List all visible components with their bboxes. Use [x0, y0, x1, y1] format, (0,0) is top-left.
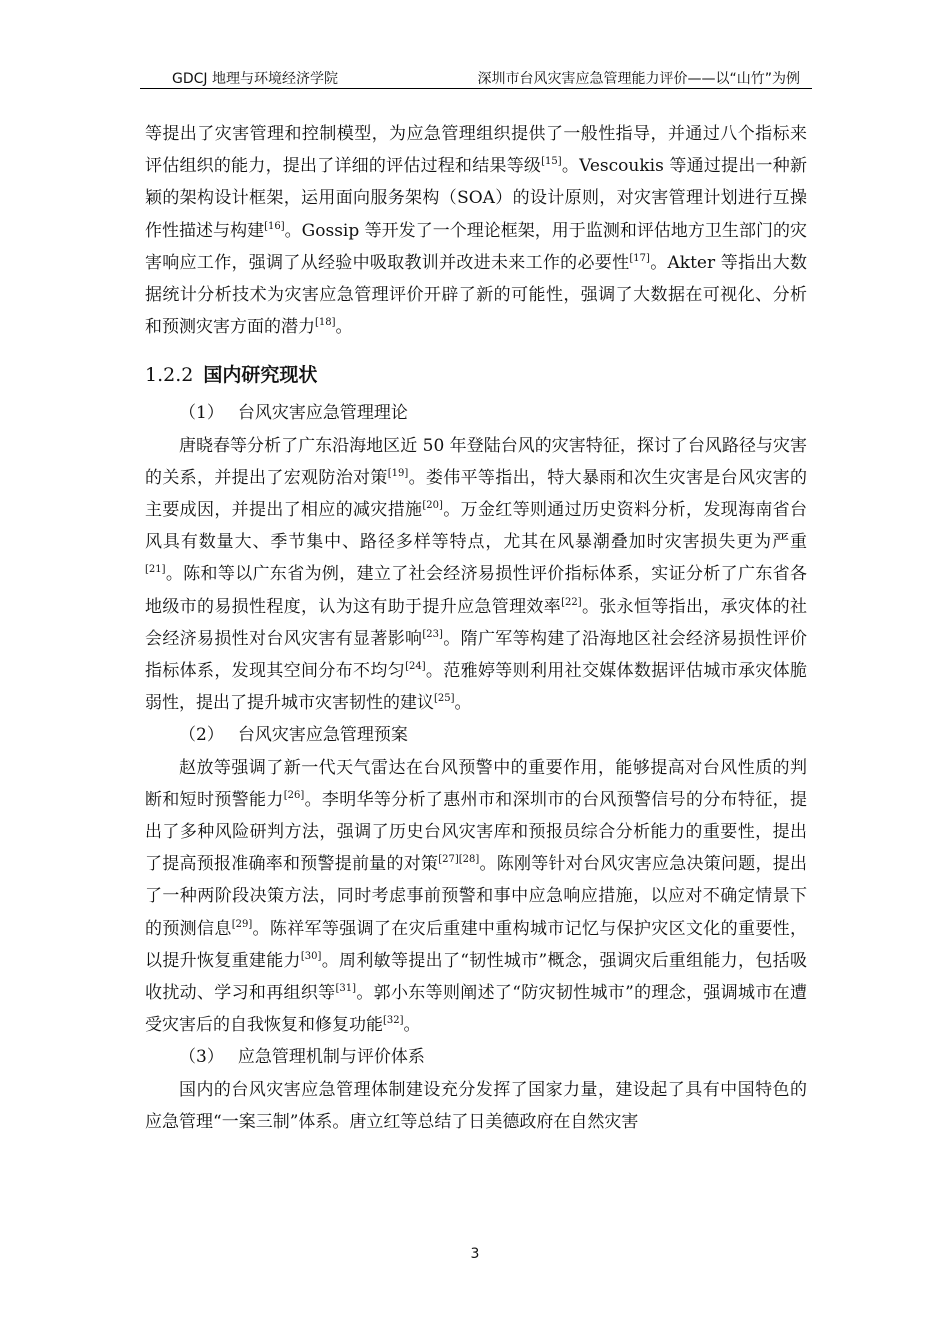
citation: [15]: [541, 156, 562, 168]
page-number: 3: [470, 1246, 480, 1262]
header-school: GDCJ 地理与环境经济学院: [172, 71, 338, 87]
text-run: 。: [335, 317, 353, 338]
citation: [18]: [315, 317, 336, 329]
citation: [21]: [145, 564, 166, 576]
header-paper-title: 深圳市台风灾害应急管理能力评价——以“山竹”为例: [477, 71, 800, 87]
citation: [26]: [283, 789, 305, 801]
text-run: 。万金红等则通过历史资料分析，发现海南省台风具有数量大、季节集中、路径多样等特点，尤其在风暴潮叠加时灾害损失更为严重: [145, 500, 808, 553]
subheading-number: （2）: [179, 725, 224, 746]
subheading-title: 应急管理机制与评价体系: [237, 1047, 425, 1068]
subheading-3: [145, 1041, 807, 1073]
citation: [20]: [422, 500, 443, 512]
section-heading: [145, 359, 807, 391]
running-header: [140, 68, 812, 88]
paragraph-theory: [145, 430, 807, 720]
citation: [30]: [300, 950, 322, 962]
citation: [32]: [383, 1015, 404, 1027]
text-run: 。陈祥军等强调了在灾后重建中重构城市记忆与保护灾区文化的重要性，以提升恢复重建能力: [145, 918, 808, 971]
text-run: 赵放等强调了新一代天气雷达在台风预警中的重要作用，能够提高对台风性质的判断和短时预警能力: [145, 757, 807, 810]
text-run: 唐晓春等分析了广东沿海地区近 50 年登陆台风的灾害特征，探讨了台风路径与灾害的关系，并提出了宏观防治对策: [145, 435, 807, 488]
subheading-1: [145, 397, 807, 429]
text-run: 。范雅婷等则利用社交媒体数据评估城市承灾体脆弱性，提出了提升城市灾害韧性的建议: [145, 661, 808, 714]
text-run: 。陈刚等针对台风灾害应急决策问题，提出了一种两阶段决策方法，同时考虑事前预警和事中应急响应措施，以应对不确定情景下的预测信息: [145, 854, 808, 939]
text-run: 国内的台风灾害应急管理体制建设充分发挥了国家力量，建设起了具有中国特色的应急管理“一案三制”体系。唐立红等总结了日美德政府在自然灾害: [145, 1079, 807, 1132]
citation: [17]: [629, 252, 650, 264]
text-run: 。陈和等以广东省为例，建立了社会经济易损性评价指标体系，实证分析了广东省各地级市的易损性程度，认为这有助于提升应急管理效率: [145, 564, 807, 617]
text-run: 。: [403, 1015, 421, 1036]
text-run: 。周利敏等提出了“韧性城市”概念，强调灾后重组能力，包括吸收扰动、学习和再组织等: [145, 950, 808, 1004]
section-number: 1.2.2: [145, 364, 194, 387]
subheading-title: 台风灾害应急管理预案: [237, 725, 408, 746]
citation: [24]: [405, 661, 426, 673]
citation: [23]: [422, 628, 443, 640]
text-run: 。Vescoukis 等通过提出一种新颖的架构设计框架，运用面向服务架构（SOA）的设计原则，对灾害管理计划进行互操作性描述与构建: [145, 156, 807, 241]
citation: [29]: [231, 918, 253, 930]
text-run: 。隋广军等构建了沿海地区社会经济易损性评价指标体系，发现其空间分布不均匀: [145, 628, 808, 682]
text-run: 。娄伟平等指出，特大暴雨和次生灾害是台风灾害的主要成因，并提出了相应的减灾措施: [145, 467, 807, 521]
citation: [31]: [335, 983, 357, 995]
text-run: 。郭小东等则阐述了“防灾韧性城市”的理念，强调城市在遭受灾害后的自我恢复和修复功能: [145, 983, 807, 1036]
citation: [19]: [387, 467, 409, 479]
section-title: 国内研究现状: [203, 364, 318, 387]
subheading-number: （3）: [179, 1047, 224, 1068]
text-run: 。李明华等分析了惠州市和深圳市的台风预警信号的分布特征，提出了多种风险研判方法，强调了历史台风灾害库和预报员综合分析能力的重要性，提出了提高预报准确率和预警提前量的对策: [145, 789, 808, 875]
text-run: 。张永恒等指出，承灾体的社会经济易损性对台风灾害有显著影响: [145, 596, 808, 649]
paragraph-foreign-research: [145, 118, 807, 343]
text-run: 。Gossip 等开发了一个理论框架，用于监测和评估地方卫生部门的灾害响应工作，强调了从经验中吸取教训并改进未来工作的必要性: [145, 220, 807, 273]
subheading-title: 台风灾害应急管理理论: [237, 403, 408, 424]
text-run: 等提出了灾害管理和控制模型，为应急管理组织提供了一般性指导，并通过八个指标来评估组织的能力，提出了详细的评估过程和结果等级: [145, 124, 807, 177]
paragraph-plans: [145, 752, 807, 1042]
text-run: 。: [454, 693, 472, 714]
citation: [27][28]: [438, 854, 480, 866]
subheading-number: （1）: [179, 403, 224, 424]
citation: [25]: [434, 693, 455, 705]
citation: [16]: [264, 220, 285, 232]
page-body: [145, 118, 807, 1138]
header-rule: [140, 88, 812, 89]
text-run: 。Akter 等指出大数据统计分析技术为灾害应急管理评价开辟了新的可能性，强调了大数据在可视化、分析和预测灾害方面的潜力: [145, 252, 807, 338]
subheading-2: [145, 719, 807, 751]
citation: [22]: [561, 596, 582, 608]
paragraph-mechanism: [145, 1074, 807, 1138]
